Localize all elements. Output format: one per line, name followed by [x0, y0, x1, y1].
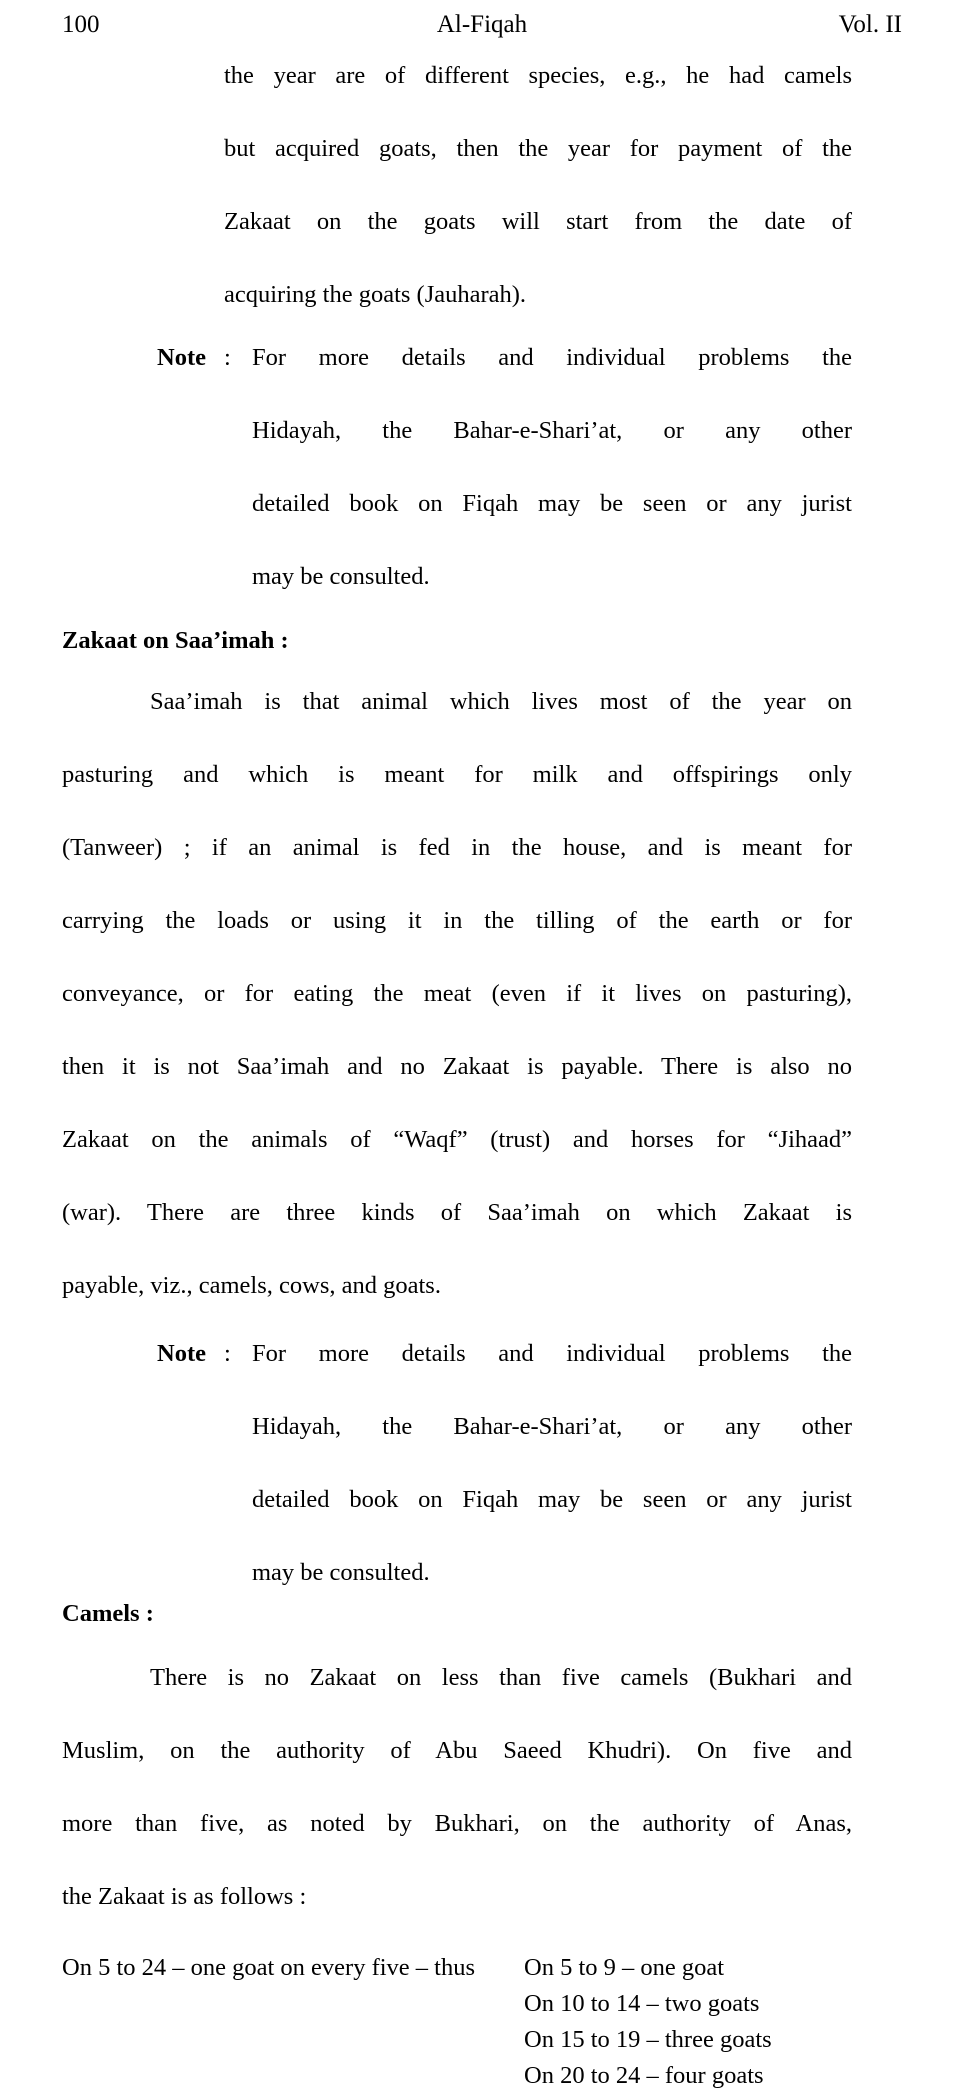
volume-label: Vol. II — [838, 11, 902, 38]
running-head — [62, 8, 902, 42]
paragraph-line: payable, viz., camels, cows, and goats. — [62, 1271, 441, 1299]
note-line: For more details and individual problems the — [252, 343, 852, 371]
camel-zakaat-table — [62, 1950, 852, 2094]
table-row — [62, 1986, 852, 2022]
table-cell-right: On 5 to 9 – one goat — [524, 1953, 725, 1981]
note-line: may be consulted. — [252, 1559, 430, 1586]
table-cell-left — [62, 2058, 524, 2094]
table-row — [62, 1950, 852, 1986]
paragraph-line: more than five, as noted by Bukhari, on the authority of Anas, — [62, 1810, 852, 1837]
note-label: Note — [157, 343, 206, 371]
table-cell-right: On 15 to 19 – three goats — [524, 2025, 772, 2053]
note-line: Hidayah, the Bahar-e-Shari’at, or any other — [252, 1413, 852, 1440]
paragraph-line: Saa’imah is that animal which lives most of the year on — [150, 687, 852, 715]
note-line: detailed book on Fiqah may be seen or any jurist — [252, 1486, 852, 1513]
opening-paragraph — [224, 58, 852, 314]
camels-paragraph — [62, 1660, 852, 1916]
paragraph-line: the year are of different species, e.g., he had camels — [224, 62, 852, 89]
page-number: 100 — [62, 11, 100, 38]
paragraph-line: There is no Zakaat on less than five camels (Bukhari and — [150, 1664, 852, 1691]
saaimah-paragraph — [62, 684, 852, 1305]
table-cell-left: On 5 to 24 – one goat on every five – thus — [62, 1953, 476, 1981]
paragraph-line: conveyance, or for eating the meat (even if it lives on pasturing), — [62, 979, 852, 1007]
note-text — [252, 340, 852, 596]
note-block-one — [157, 340, 852, 596]
table-cell-right: On 10 to 14 – two goats — [524, 1989, 760, 2017]
note-line: Hidayah, the Bahar-e-Shari’at, or any other — [252, 416, 852, 444]
table-cell-left — [62, 1986, 524, 2022]
note-line: detailed book on Fiqah may be seen or any jurist — [252, 489, 852, 517]
paragraph-line: (war). There are three kinds of Saa’imah on which Zakaat is — [62, 1198, 852, 1226]
section-heading-camels: Camels : — [62, 1599, 154, 1627]
note-colon: : — [224, 343, 231, 371]
note-colon: : — [224, 1340, 231, 1367]
table-cell-right: On 20 to 24 – four goats — [524, 2061, 764, 2089]
note-line: may be consulted. — [252, 562, 430, 590]
paragraph-line: (Tanweer) ; if an animal is fed in the house, and is meant for — [62, 833, 852, 861]
table-row — [62, 2022, 852, 2058]
paragraph-line: but acquired goats, then the year for payment of the — [224, 135, 852, 162]
table-cell-left — [62, 2022, 524, 2058]
paragraph-line: acquiring the goats (Jauharah). — [224, 281, 527, 308]
note-block-two — [157, 1336, 852, 1592]
note-line: For more details and individual problems the — [252, 1340, 852, 1367]
paragraph-line: the Zakaat is as follows : — [62, 1883, 307, 1910]
note-text — [252, 1336, 852, 1592]
paragraph-line: carrying the loads or using it in the tilling of the earth or for — [62, 906, 852, 934]
note-label: Note — [157, 1340, 206, 1367]
page-content — [62, 58, 852, 2094]
section-heading-saaimah: Zakaat on Saa’imah : — [62, 627, 289, 654]
paragraph-line: Zakaat on the animals of “Waqf” (trust) and horses for “Jihaad” — [62, 1125, 852, 1153]
book-title: Al-Fiqah — [436, 11, 528, 38]
paragraph-line: pasturing and which is meant for milk and offspirings only — [62, 760, 852, 788]
paragraph-line: then it is not Saa’imah and no Zakaat is payable. There is also no — [62, 1052, 852, 1080]
paragraph-line: Zakaat on the goats will start from the date of — [224, 208, 852, 235]
table-row — [62, 2058, 852, 2094]
paragraph-line: Muslim, on the authority of Abu Saeed Khudri). On five and — [62, 1737, 852, 1764]
